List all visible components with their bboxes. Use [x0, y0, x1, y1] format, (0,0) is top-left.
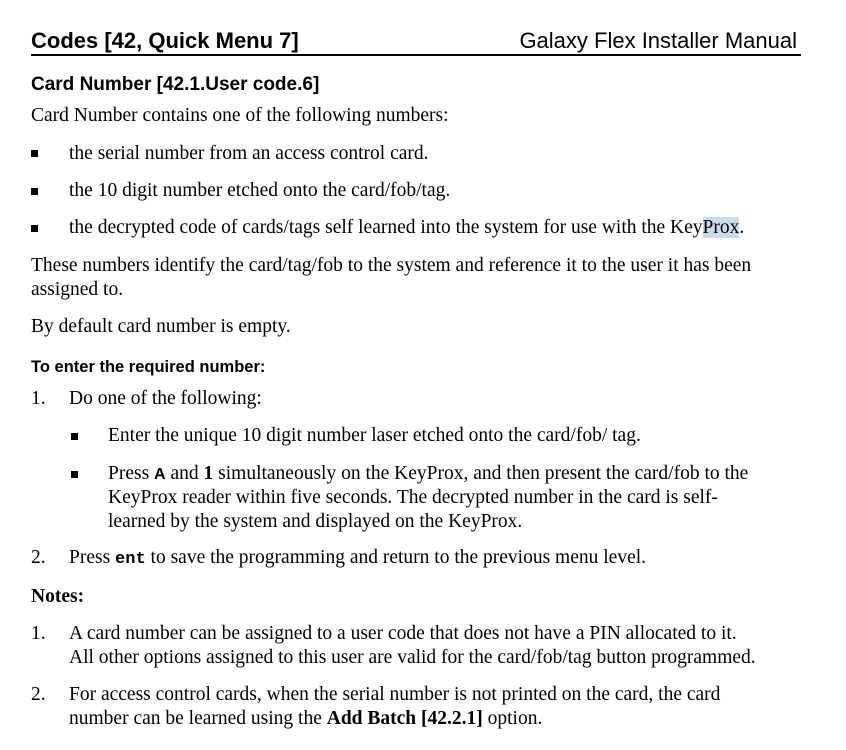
bullet-icon — [31, 188, 38, 195]
paragraph-2: By default card number is empty. — [31, 316, 291, 337]
note-2-line-1: For access control cards, when the serial number is not printed on the card, the card — [69, 684, 721, 705]
bullet-icon — [71, 471, 78, 478]
paragraph-1-line-1: These numbers identify the card/tag/fob to the system and reference it to the user it has been — [31, 255, 752, 276]
bullet-item-1: the serial number from an access control card. — [69, 143, 429, 164]
note-1-number: 1. — [31, 623, 46, 644]
bullet-icon — [31, 150, 38, 157]
note-2-text-a: number can be learned using the — [69, 708, 327, 729]
sub-option-2-line-1 — [108, 462, 748, 487]
step-1-number: 1. — [31, 388, 46, 409]
key-a-label: A — [154, 466, 166, 483]
sub-option-1: Enter the unique 10 digit number laser etched onto the card/fob/ tag. — [108, 425, 641, 446]
highlighted-text[interactable]: Prox — [702, 217, 740, 238]
bullet-icon — [71, 433, 78, 440]
paragraph-1-line-2: assigned to. — [31, 279, 124, 300]
notes-heading: Notes: — [31, 586, 85, 607]
bullet-item-3-text: the decrypted code of cards/tags self learned into the system for use with the Key — [69, 217, 703, 238]
note-2-line-2 — [69, 707, 542, 731]
bullet-icon — [31, 225, 38, 232]
add-batch-reference: Add Batch [42.2.1] — [326, 708, 483, 729]
step-2-text — [69, 546, 646, 572]
sub-option-2-text-a: Press — [108, 463, 155, 484]
note-2-text-b: option. — [482, 708, 543, 729]
sub-option-2-line-3: learned by the system and displayed on the KeyProx. — [108, 511, 523, 532]
step-2-text-b: to save the programming and return to the previous menu level. — [145, 547, 647, 568]
page-header — [31, 26, 801, 56]
bullet-item-3-end: . — [739, 217, 745, 238]
step-2-text-a: Press — [69, 547, 116, 568]
ent-key-label: ent — [115, 550, 146, 569]
key-1-label: 1 — [203, 463, 214, 484]
bullet-item-2: the 10 digit number etched onto the card/fob/tag. — [69, 180, 451, 201]
sub-option-2-text-b: and — [165, 463, 204, 484]
sub-option-2-line-2: KeyProx reader within five seconds. The decrypted number in the card is self- — [108, 487, 718, 508]
header-manual-title: Galaxy Flex Installer Manual — [519, 28, 797, 53]
bullet-item-3 — [69, 216, 744, 240]
section-heading: Card Number [42.1.User code.6] — [31, 74, 320, 95]
header-section-title: Codes [42, Quick Menu 7] — [31, 28, 299, 53]
note-1-line-2: All other options assigned to this user are valid for the card/fob/tag button programmed. — [69, 647, 756, 668]
note-1-line-1: A card number can be assigned to a user code that does not have a PIN allocated to it. — [69, 623, 737, 644]
step-2-number: 2. — [31, 547, 46, 568]
sub-option-2-text-c: simultaneously on the KeyProx, and then present the card/fob to the — [213, 463, 749, 484]
step-1-text: Do one of the following: — [69, 388, 262, 409]
procedure-heading: To enter the required number: — [31, 358, 266, 376]
section-intro: Card Number contains one of the following numbers: — [31, 105, 449, 126]
note-2-number: 2. — [31, 684, 46, 705]
